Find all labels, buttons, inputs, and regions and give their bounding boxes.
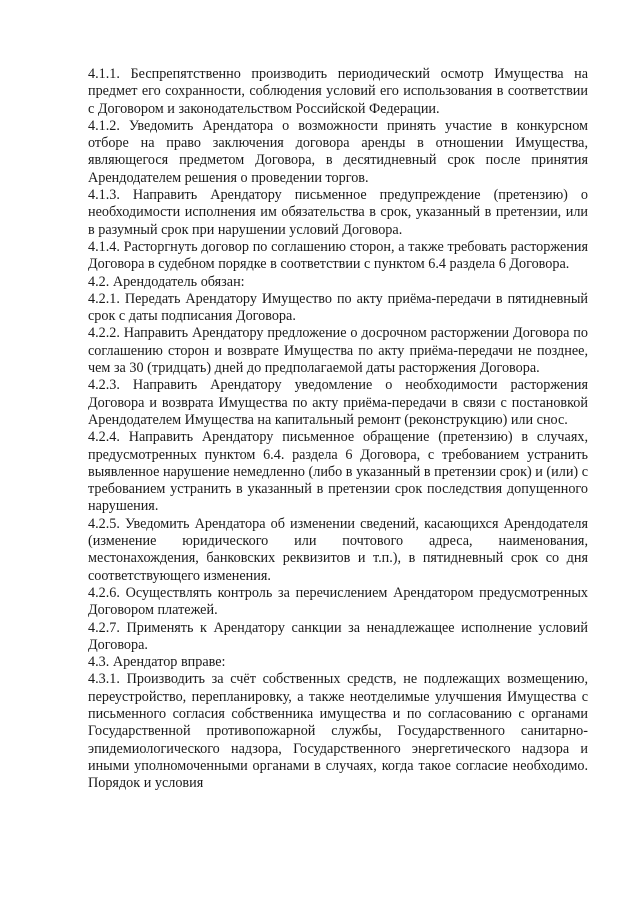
- clause-4-1-3: 4.1.3. Направить Арендатору письменное предупреждение (претензию) о необходимости исполнения им обязательства в срок, указанный в претензии, или в разумный срок при нарушении условий Договора.: [88, 187, 588, 238]
- clause-4-2-1: 4.2.1. Передать Арендатору Имущество по акту приёма-передачи в пятидневный срок с даты подписания Договора.: [88, 290, 588, 325]
- clause-4-2-2: 4.2.2. Направить Арендатору предложение о досрочном расторжении Договора по соглашению сторон и возврате Имущества по акту приёма-передачи не позднее, чем за 30 (тридцать) дней до предполагаемой даты расторжения Договора.: [88, 325, 588, 377]
- clause-4-2-4: 4.2.4. Направить Арендатору письменное обращение (претензию) в случаях, предусмотренных пунктом 6.4. раздела 6 Договора, с требованием устранить выявленное нарушение немедленно (либо в указанный в претензии срок) и (или) с требованием устранить в указанный в претензии срок последствия допущенного нарушения.: [88, 429, 588, 515]
- clause-4-1-4: 4.1.4. Расторгнуть договор по соглашению сторон, а также требовать расторжения Договора в судебном порядке в соответствии с пунктом 6.4 раздела 6 Договора.: [88, 238, 588, 273]
- section-heading-4-3: 4.3. Арендатор вправе:: [88, 654, 226, 671]
- clause-4-2-7: 4.2.7. Применять к Арендатору санкции за ненадлежащее исполнение условий Договора.: [88, 619, 588, 653]
- document-page: [88, 66, 588, 792]
- clause-4-2-6: 4.2.6. Осуществлять контроль за перечислением Арендатором предусмотренных Договором платежей.: [88, 584, 588, 619]
- clause-4-1-1: 4.1.1. Беспрепятственно производить периодический осмотр Имущества на предмет его сохранности, соблюдения условий его использования в соответствии с Договором и законодательством Российской Федерации.: [88, 66, 588, 117]
- section-heading-4-2: 4.2. Арендодатель обязан:: [88, 273, 245, 290]
- clause-4-2-3: 4.2.3. Направить Арендатору уведомление о необходимости расторжения Договора и возврата Имущества по акту приёма-передачи в связи с постановкой Арендодателем Имущества на капитальный ремонт (реконструкцию) или снос.: [88, 377, 588, 428]
- clause-4-2-5: 4.2.5. Уведомить Арендатора об изменении сведений, касающихся Арендодателя (изменение юридического или почтового адреса, наименования, местонахождения, банковских реквизитов и т.п.), в пятидневный срок со дня соответствующего изменения.: [88, 515, 588, 584]
- clause-4-3-1: 4.3.1. Производить за счёт собственных средств, не подлежащих возмещению, переустройство, перепланировку, а также неотделимые улучшения Имущества с письменного согласия собственника имущества и по согласованию с органами Государственной противопожарной службы, Государственного санитарно-эпидемиологического надзора, Государственного энергетического надзора и иными уполномоченными органами в случаях, когда такое согласие необходимо. Порядок и условия: [88, 671, 588, 792]
- clause-4-1-2: 4.1.2. Уведомить Арендатора о возможности принять участие в конкурсном отборе на право заключения договора аренды в отношении Имущества, являющегося предметом Договора, в десятидневный срок после принятия Арендодателем решения о проведении торгов.: [88, 117, 588, 186]
